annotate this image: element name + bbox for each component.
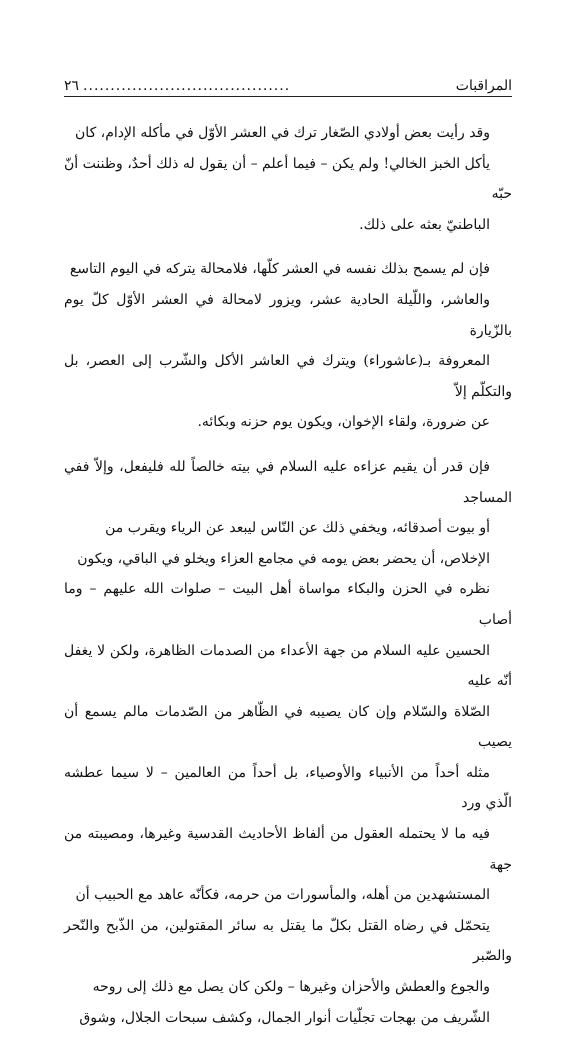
text-line: الشّريف من بهجات تجلّيات أنوار الجمال، وكشف سبحات الجلال، وشوق [79,1009,490,1026]
text-line: المعروفة بـ(عاشوراء) ويترك في العاشر الأكل والشّرب إلى العصر، بل والتكلّم إلاّ [64,353,512,400]
text-line: الباطنيّ بعثه على ذلك. [359,216,490,233]
text-line: فإن لم يسمح بذلك نفسه في العشر كلّها، فلامحالة يتركه في اليوم التاسع [69,261,490,278]
text-line: المستشهدين من أهله، والمأسورات من حرمه، فكأنّه عاهد مع الحبيب أن [75,887,490,904]
text-line: نظره في الحزن والبكاء مواساة أهل البيت – صلوات الله عليهم – وما أصاب [64,581,512,628]
text-line: وقد رأيت بعض أولادي الصّغار ترك في العشر الأوّل في مأكله الإدام، كان [75,125,490,141]
text-line: الحسين عليه السلام من جهة الأعداء من الصدمات الظاهرة، ولكن لا يغفل أنّه عليه [64,642,512,690]
paragraph-3 [64,452,512,1033]
text-line: أو بيوت أصدقائه، ويخفي ذلك عن النّاس ليبعد عن الرياء ويقرب من [105,520,490,537]
header-leader-dots: ...................................... [83,78,291,94]
running-title: المراقبات [455,78,512,94]
text-line: الصّلاة والسّلام وإن كان يصيبه في الظّاهر من الصّدمات مالم يسمع أن يصيب [64,703,512,751]
text-line: والعاشر، واللّيلة الحادية عشر، ويزور لامحالة في العشر الأوّل كلّ يوم بالزّيارة [64,291,512,339]
page-number: ٢٦ [64,78,80,94]
text-line: مثله أحداً من الأنبياء والأوصياء، بل أحداً من العالمين – لا سيما عطشه الّذي ورد [64,764,512,812]
text-line: والجوع والعطش والأحزان وغيرها – ولكن كان يصل مع ذلك إلى روحه [92,979,490,996]
text-line: الإخلاص، أن يحضر بعض يومه في مجامع العزاء ويخلو في الباقي، ويكون [77,550,490,567]
paragraph-1 [64,118,512,240]
text-line: عن ضرورة، ولقاء الإخوان، ويكون يوم حزنه وبكائه. [197,414,490,431]
paragraph-2 [64,254,512,438]
page-body [64,118,512,1047]
text-line: يتحمّل في رضاه القتل بكلّ ما يقتل به سائر المقتولين، من الذّبح والنّحر والصّبر [64,917,512,965]
text-line: فإن قدر أن يقيم عزاءه عليه السلام في بيته خالصاً لله فليفعل، وإلاّ ففي المساجد [64,458,512,506]
running-header [64,70,512,96]
text-line: فيه ما لا يحتمله العقول من ألفاظ الأحاديث القدسية وغيرها، ومصيبته من جهة [64,826,512,873]
header-rule [64,96,512,97]
text-line: يأكل الخبز الخالي! ولم يكن – فيما أعلم – أن يقول له ذلك أحدٌ، وظننت أنّ حبّه [64,155,512,203]
